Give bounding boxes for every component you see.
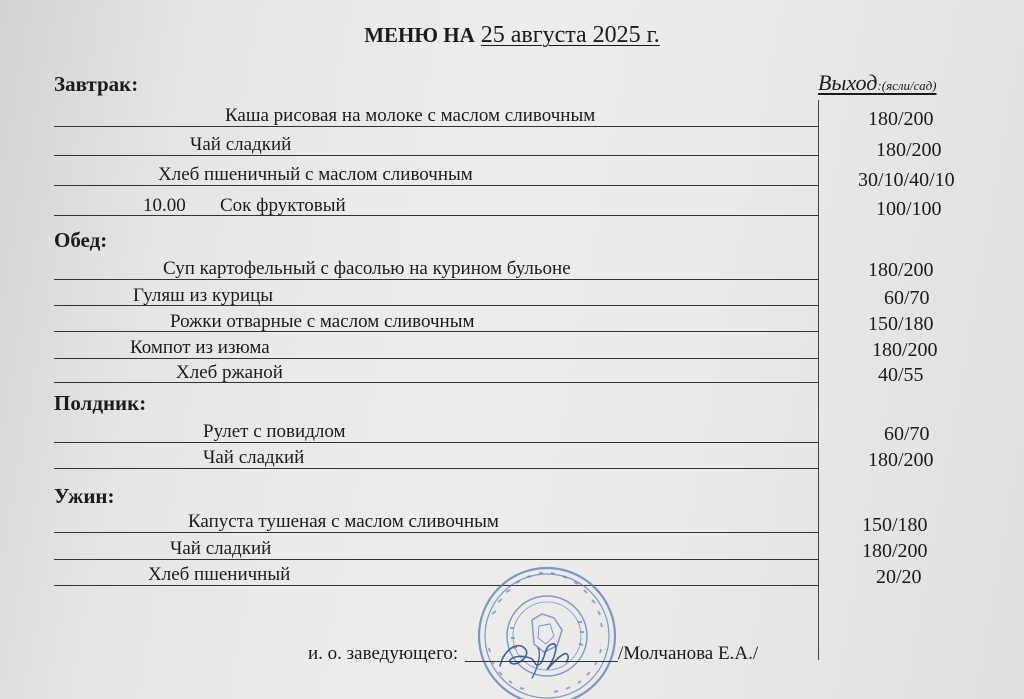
row-rule [54, 442, 819, 443]
output-header-sub: :(ясли/сад) [877, 78, 937, 93]
menu-item-qty: 180/200 [868, 449, 934, 471]
menu-item-name: Компот из изюма [130, 337, 270, 358]
menu-item-name: Хлеб пшеничный [148, 564, 291, 585]
menu-item-qty: 40/55 [878, 364, 924, 386]
menu-item-name: Хлеб пшеничный с маслом сливочным [158, 164, 473, 185]
section-afternoon-snack: Полдник: [54, 391, 147, 415]
output-header [818, 70, 937, 96]
handwritten-signature-icon [490, 628, 575, 683]
column-divider [818, 100, 819, 660]
section-lunch: Обед: [54, 228, 108, 252]
menu-item-qty: 150/180 [868, 313, 934, 335]
menu-item-name: Хлеб ржаной [176, 362, 283, 383]
menu-item-qty: 180/200 [868, 259, 934, 281]
menu-item-qty: 180/200 [868, 108, 934, 130]
title-date: 25 августа 2025 г. [480, 22, 660, 48]
menu-item-name: Рулет с повидлом [203, 421, 346, 442]
section-breakfast: Завтрак: [54, 72, 139, 96]
menu-item-qty: 180/200 [876, 139, 942, 161]
menu-item-name: Чай сладкий [203, 447, 305, 468]
menu-item-qty: 180/200 [872, 339, 938, 361]
menu-item-qty: 60/70 [884, 287, 930, 309]
menu-item-time: 10.00 [143, 195, 186, 216]
menu-item-name: Суп картофельный с фасолью на курином бульоне [163, 258, 571, 279]
menu-item-name: Капуста тушеная с маслом сливочным [188, 511, 499, 532]
row-rule [54, 382, 819, 383]
menu-item-name: Чай сладкий [170, 538, 272, 559]
menu-item-name: Сок фруктовый [220, 195, 346, 216]
menu-item-name: Каша рисовая на молоке с маслом сливочным [225, 105, 596, 126]
signature-line [465, 661, 618, 662]
row-rule [54, 468, 819, 469]
menu-item-qty: 180/200 [862, 540, 928, 562]
row-rule [54, 559, 819, 560]
menu-title [0, 22, 1024, 49]
menu-item-qty: 20/20 [876, 566, 922, 588]
menu-item-qty: 150/180 [862, 514, 928, 536]
menu-item-qty: 100/100 [876, 198, 942, 220]
row-rule [54, 155, 819, 156]
title-prefix: МЕНЮ НА [364, 23, 475, 47]
menu-item-qty: 30/10/40/10 [858, 169, 955, 191]
menu-item-qty: 60/70 [884, 423, 930, 445]
menu-item-name: Гуляш из курицы [133, 285, 274, 306]
output-header-label: Выход [818, 70, 878, 95]
menu-item-name: Рожки отварные с маслом сливочным [170, 311, 475, 332]
signature-name: /Молчанова Е.А./ [618, 643, 759, 664]
menu-item-name: Чай сладкий [190, 134, 292, 155]
signature-role: и. о. заведующего: [308, 643, 459, 664]
section-dinner: Ужин: [54, 484, 115, 508]
